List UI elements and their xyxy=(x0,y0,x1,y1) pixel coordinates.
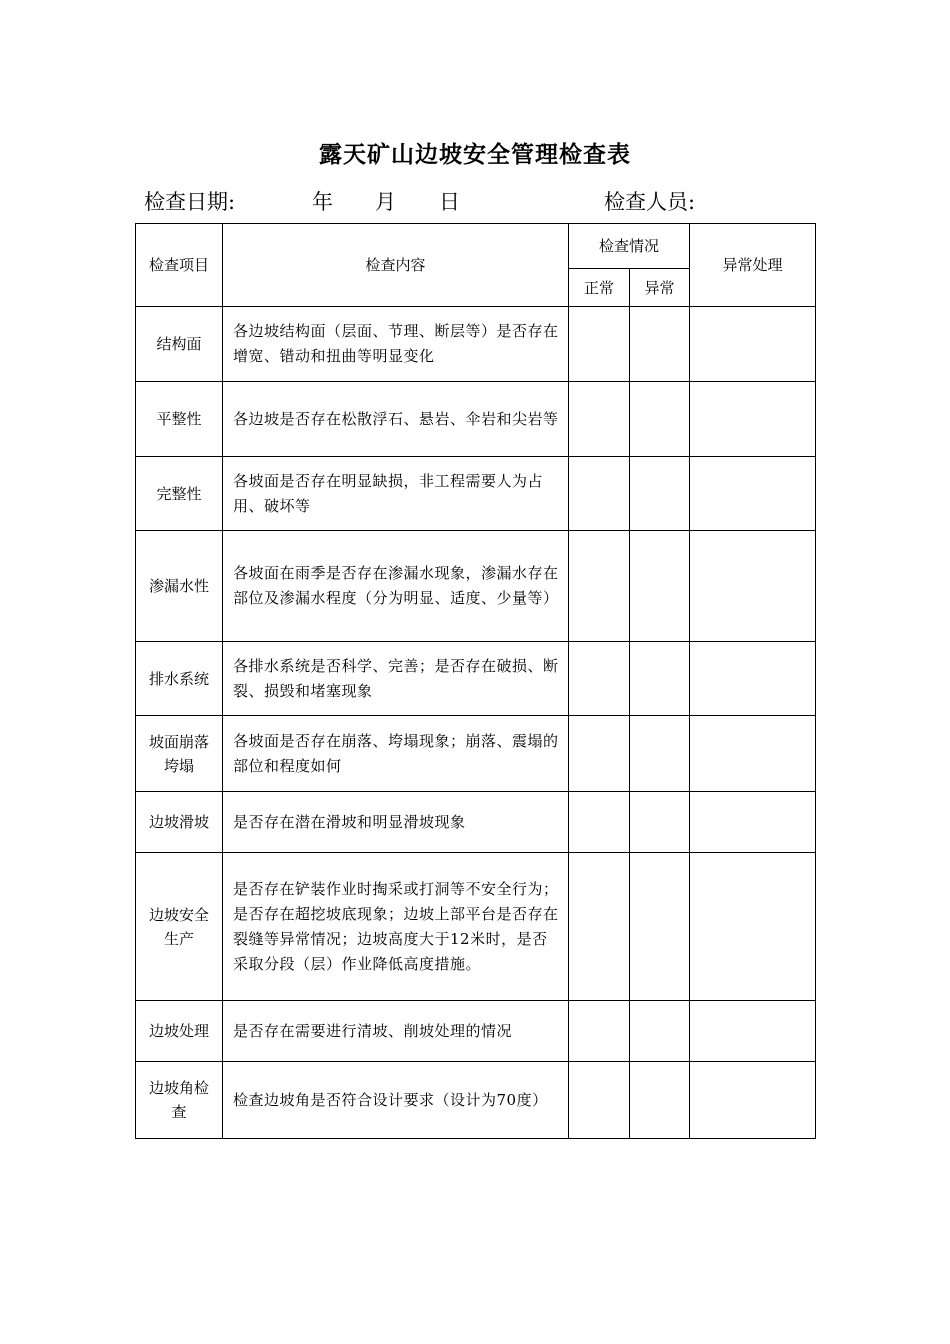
header-status: 检查情况 xyxy=(569,224,690,269)
handling-cell[interactable] xyxy=(690,853,816,1001)
abnormal-cell[interactable] xyxy=(630,531,690,642)
row-item: 边坡角检查 xyxy=(136,1062,223,1139)
header-item: 检查项目 xyxy=(136,224,223,307)
table-row xyxy=(136,382,816,457)
row-item: 渗漏水性 xyxy=(136,531,223,642)
inspector-label: 检查人员: xyxy=(604,190,696,214)
normal-cell[interactable] xyxy=(569,457,630,531)
table-row xyxy=(136,307,816,382)
row-content: 各坡面是否存在明显缺损，非工程需要人为占用、破坏等 xyxy=(223,457,569,531)
table-row xyxy=(136,853,816,1001)
normal-cell[interactable] xyxy=(569,853,630,1001)
month-label: 月 xyxy=(375,190,396,214)
header-content: 检查内容 xyxy=(223,224,569,307)
row-content: 是否存在潜在滑坡和明显滑坡现象 xyxy=(223,792,569,853)
normal-cell[interactable] xyxy=(569,642,630,716)
normal-cell[interactable] xyxy=(569,1062,630,1139)
abnormal-cell[interactable] xyxy=(630,716,690,792)
handling-cell[interactable] xyxy=(690,642,816,716)
page-title: 露天矿山边坡安全管理检查表 xyxy=(319,141,631,168)
inspection-table xyxy=(135,223,816,1139)
abnormal-cell[interactable] xyxy=(630,382,690,457)
handling-cell[interactable] xyxy=(690,1062,816,1139)
row-content: 检查边坡角是否符合设计要求（设计为70度） xyxy=(223,1062,569,1139)
row-content: 各边坡结构面（层面、节理、断层等）是否存在增宽、错动和扭曲等明显变化 xyxy=(223,307,569,382)
row-item: 边坡处理 xyxy=(136,1001,223,1062)
normal-cell[interactable] xyxy=(569,382,630,457)
meta-line xyxy=(144,186,824,216)
handling-cell[interactable] xyxy=(690,382,816,457)
row-content: 各排水系统是否科学、完善；是否存在破损、断裂、损毁和堵塞现象 xyxy=(223,642,569,716)
abnormal-cell[interactable] xyxy=(630,1062,690,1139)
abnormal-cell[interactable] xyxy=(630,457,690,531)
normal-cell[interactable] xyxy=(569,307,630,382)
row-item: 完整性 xyxy=(136,457,223,531)
row-content: 各边坡是否存在松散浮石、悬岩、伞岩和尖岩等 xyxy=(223,382,569,457)
normal-cell[interactable] xyxy=(569,1001,630,1062)
abnormal-cell[interactable] xyxy=(630,853,690,1001)
table-row xyxy=(136,457,816,531)
header-normal: 正常 xyxy=(569,269,630,307)
row-item: 排水系统 xyxy=(136,642,223,716)
handling-cell[interactable] xyxy=(690,307,816,382)
table-row xyxy=(136,1062,816,1139)
abnormal-cell[interactable] xyxy=(630,792,690,853)
table-row xyxy=(136,716,816,792)
year-label: 年 xyxy=(312,190,333,214)
abnormal-cell[interactable] xyxy=(630,1001,690,1062)
row-item: 边坡滑坡 xyxy=(136,792,223,853)
table-row xyxy=(136,792,816,853)
normal-cell[interactable] xyxy=(569,792,630,853)
row-item: 结构面 xyxy=(136,307,223,382)
abnormal-cell[interactable] xyxy=(630,307,690,382)
normal-cell[interactable] xyxy=(569,531,630,642)
abnormal-cell[interactable] xyxy=(630,642,690,716)
normal-cell[interactable] xyxy=(569,716,630,792)
row-item: 平整性 xyxy=(136,382,223,457)
handling-cell[interactable] xyxy=(690,457,816,531)
day-label: 日 xyxy=(439,190,460,214)
header-handling: 异常处理 xyxy=(690,224,816,307)
row-content: 各坡面在雨季是否存在渗漏水现象，渗漏水存在部位及渗漏水程度（分为明显、适度、少量等） xyxy=(223,531,569,642)
row-content: 各坡面是否存在崩落、垮塌现象；崩落、震塌的部位和程度如何 xyxy=(223,716,569,792)
table-row xyxy=(136,1001,816,1062)
handling-cell[interactable] xyxy=(690,1001,816,1062)
handling-cell[interactable] xyxy=(690,792,816,853)
table-row xyxy=(136,642,816,716)
table-row xyxy=(136,531,816,642)
handling-cell[interactable] xyxy=(690,531,816,642)
row-item: 坡面崩落垮塌 xyxy=(136,716,223,792)
handling-cell[interactable] xyxy=(690,716,816,792)
row-item: 边坡安全生产 xyxy=(136,853,223,1001)
header-abnormal: 异常 xyxy=(630,269,690,307)
row-content: 是否存在铲装作业时掏采或打洞等不安全行为；是否存在超挖坡底现象；边坡上部平台是否存在裂缝等异常情况；边坡高度大于12米时，是否采取分段（层）作业降低高度措施。 xyxy=(223,853,569,1001)
date-label: 检查日期: xyxy=(144,190,236,214)
row-content: 是否存在需要进行清坡、削坡处理的情况 xyxy=(223,1001,569,1062)
